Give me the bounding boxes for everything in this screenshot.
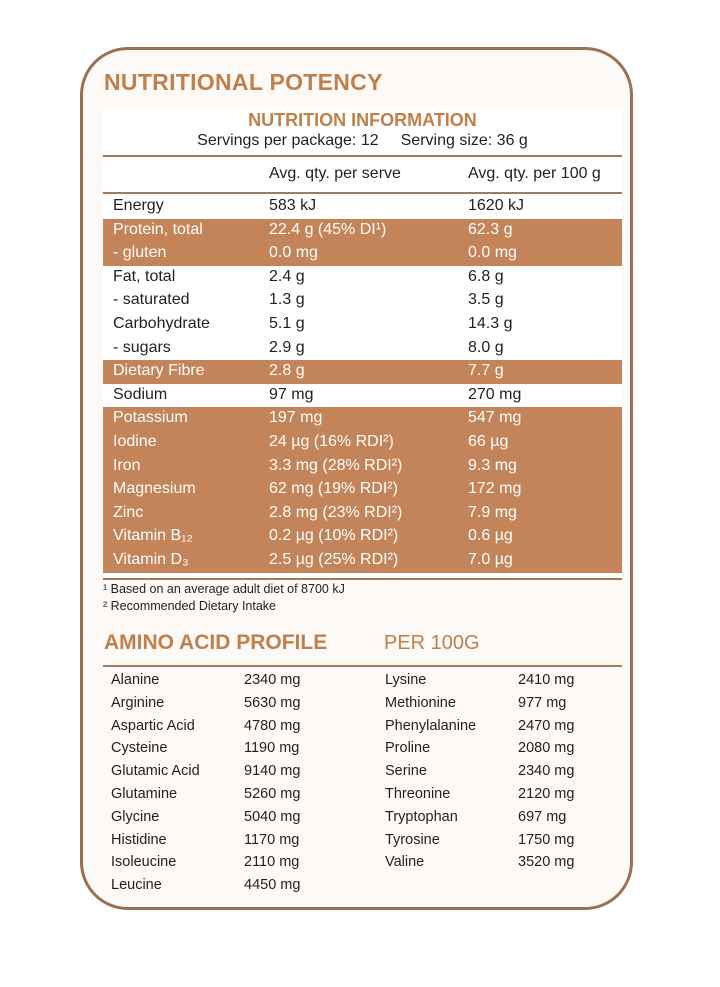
nutrition-row xyxy=(103,384,622,408)
nutrient-name: - sugars xyxy=(113,338,171,356)
amino-value: 2470 mg xyxy=(518,717,575,734)
nutrient-name: Potassium xyxy=(113,409,188,427)
amino-value: 2410 mg xyxy=(518,672,575,688)
nutrient-name: Iodine xyxy=(113,433,157,450)
nutrient-per-100g: 0.0 mg xyxy=(468,244,517,262)
nutrition-row xyxy=(103,242,622,266)
nutrient-name: Dietary Fibre xyxy=(113,362,205,380)
nutrient-per-serve: 22.4 g (45% DI¹) xyxy=(269,220,387,238)
nutrition-row xyxy=(103,549,622,573)
nutrition-row xyxy=(103,313,622,337)
nutrition-row xyxy=(103,431,622,455)
nutrient-per-serve: 5.1 g xyxy=(269,315,305,332)
nutrition-heading: NUTRITION INFORMATION xyxy=(248,110,477,130)
table-divider xyxy=(103,192,622,194)
nutrient-name: Vitamin B₁₂ xyxy=(113,527,193,545)
amino-value: 2120 mg xyxy=(518,786,575,802)
amino-name: Tyrosine xyxy=(385,831,440,848)
nutrition-row xyxy=(103,360,622,384)
nutrient-per-serve: 62 mg (19% RDI²) xyxy=(269,480,398,498)
nutrition-row xyxy=(103,219,622,243)
nutrition-row xyxy=(103,455,622,479)
amino-name: Phenylalanine xyxy=(385,717,477,734)
nutrient-name: Sodium xyxy=(113,385,168,403)
nutrient-name: Vitamin D₃ xyxy=(113,551,189,568)
nutrient-per-serve: 2.8 mg (23% RDI²) xyxy=(269,503,403,521)
nutrient-per-serve: 2.8 g xyxy=(269,362,305,380)
amino-value: 4780 mg xyxy=(244,717,301,734)
serving-size: Serving size: 36 g xyxy=(400,132,528,149)
footnote-1: ¹ Based on an average adult diet of 8700 kJ xyxy=(103,582,345,596)
amino-name: Serine xyxy=(385,763,427,780)
amino-name: Isoleucine xyxy=(111,854,177,871)
column-header-100g: Avg. qty. per 100 g xyxy=(468,165,601,182)
nutrient-per-serve: 2.4 g xyxy=(269,267,305,285)
amino-name: Arginine xyxy=(111,694,165,711)
nutrient-per-serve: 97 mg xyxy=(269,385,314,403)
amino-name: Methionine xyxy=(385,694,456,711)
footnote-2: ² Recommended Dietary Intake xyxy=(103,599,276,613)
amino-value: 4450 mg xyxy=(244,877,301,894)
nutrient-per-serve: 24 µg (16% RDI²) xyxy=(269,433,394,450)
amino-name: Leucine xyxy=(111,877,162,894)
nutrient-per-serve: 2.5 µg (25% RDI²) xyxy=(269,551,399,568)
nutrition-row xyxy=(103,266,622,290)
nutrient-per-100g: 6.8 g xyxy=(468,267,504,285)
nutrient-per-100g: 547 mg xyxy=(468,409,522,427)
amino-value: 3520 mg xyxy=(518,854,575,871)
amino-name: Glutamic Acid xyxy=(111,763,200,780)
servings-per-package: Servings per package: 12 xyxy=(197,132,379,149)
nutrient-name: - gluten xyxy=(113,244,167,262)
amino-value: 1750 mg xyxy=(518,831,575,848)
nutrient-per-serve: 1.3 g xyxy=(269,291,305,309)
amino-title: AMINO ACID PROFILE xyxy=(104,631,328,654)
nutrient-name: Energy xyxy=(113,197,164,214)
nutrient-per-100g: 7.7 g xyxy=(468,362,504,380)
amino-value: 2340 mg xyxy=(244,672,301,688)
amino-name: Threonine xyxy=(385,786,451,802)
table-divider xyxy=(103,578,622,580)
nutrient-per-serve: 0.2 µg (10% RDI²) xyxy=(269,527,399,545)
amino-name: Glutamine xyxy=(111,786,178,802)
servings-line xyxy=(103,132,622,150)
amino-per-label: PER 100G xyxy=(384,632,480,654)
amino-name: Aspartic Acid xyxy=(111,717,195,734)
amino-value: 2340 mg xyxy=(518,763,575,780)
nutrient-per-100g: 9.3 mg xyxy=(468,456,517,474)
amino-name: Cysteine xyxy=(111,740,168,757)
amino-name: Histidine xyxy=(111,831,167,848)
amino-value: 5260 mg xyxy=(244,786,301,802)
nutrient-name: Fat, total xyxy=(113,267,176,285)
nutrient-per-serve: 2.9 g xyxy=(269,338,305,356)
nutrient-per-serve: 3.3 mg (28% RDI²) xyxy=(269,456,403,474)
nutrient-per-100g: 270 mg xyxy=(468,385,522,403)
nutrient-per-100g: 7.9 mg xyxy=(468,503,517,521)
nutrition-row xyxy=(103,478,622,502)
amino-name: Tryptophan xyxy=(385,808,458,825)
amino-value: 1190 mg xyxy=(244,740,300,757)
amino-value: 5630 mg xyxy=(244,694,301,711)
nutrient-name: Zinc xyxy=(113,503,144,521)
amino-value: 2110 mg xyxy=(244,854,300,871)
amino-name: Valine xyxy=(385,854,425,871)
amino-name: Glycine xyxy=(111,808,160,825)
nutrient-name: Magnesium xyxy=(113,480,196,498)
nutrition-row xyxy=(103,289,622,313)
amino-value: 697 mg xyxy=(518,808,567,825)
amino-value: 1170 mg xyxy=(244,831,300,848)
nutrient-per-serve: 583 kJ xyxy=(269,197,317,214)
nutrient-name: - saturated xyxy=(113,291,190,309)
nutrient-per-100g: 172 mg xyxy=(468,480,522,498)
nutrient-name: Carbohydrate xyxy=(113,315,210,332)
amino-divider xyxy=(103,665,622,667)
column-header-serve: Avg. qty. per serve xyxy=(269,165,401,182)
amino-value: 9140 mg xyxy=(244,763,301,780)
nutrition-row xyxy=(103,195,622,219)
amino-value: 5040 mg xyxy=(244,808,301,825)
nutrient-per-100g: 0.6 µg xyxy=(468,527,513,545)
amino-value: 2080 mg xyxy=(518,740,575,757)
amino-value: 977 mg xyxy=(518,694,567,711)
nutrient-per-100g: 14.3 g xyxy=(468,315,513,332)
nutrient-per-100g: 1620 kJ xyxy=(468,197,525,214)
amino-name: Proline xyxy=(385,740,431,757)
nutrient-per-100g: 3.5 g xyxy=(468,291,504,309)
nutrition-row xyxy=(103,525,622,549)
nutrient-per-100g: 62.3 g xyxy=(468,220,513,238)
nutrition-row xyxy=(103,337,622,361)
nutrient-name: Protein, total xyxy=(113,220,203,238)
page-title: NUTRITIONAL POTENCY xyxy=(104,69,383,95)
nutrient-per-100g: 7.0 µg xyxy=(468,551,513,568)
nutrient-per-serve: 197 mg xyxy=(269,409,323,427)
table-divider xyxy=(103,155,622,157)
nutrient-per-100g: 66 µg xyxy=(468,433,509,450)
nutrition-row xyxy=(103,502,622,526)
amino-name: Lysine xyxy=(385,672,427,688)
nutrient-name: Iron xyxy=(113,456,141,474)
nutrient-per-100g: 8.0 g xyxy=(468,338,504,356)
nutrition-row xyxy=(103,407,622,431)
nutrient-per-serve: 0.0 mg xyxy=(269,244,318,262)
amino-name: Alanine xyxy=(111,672,160,688)
